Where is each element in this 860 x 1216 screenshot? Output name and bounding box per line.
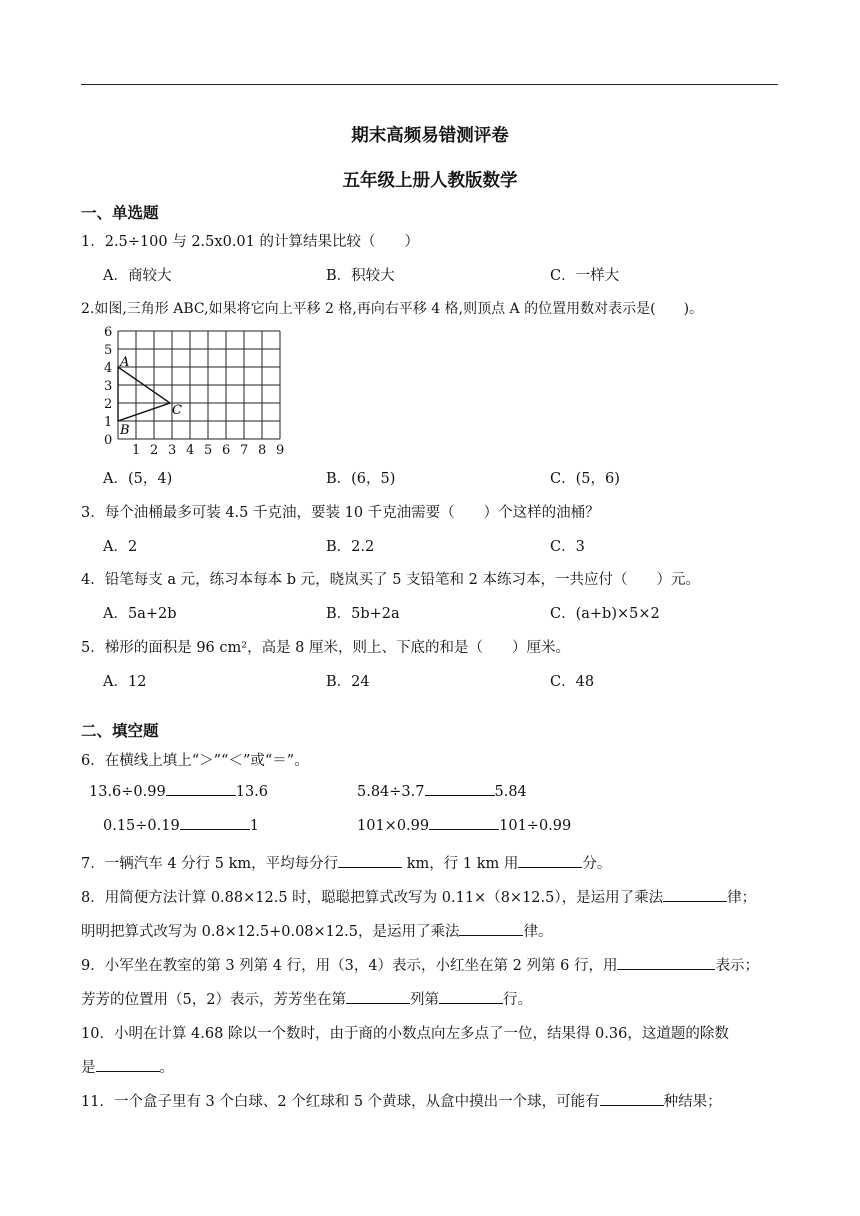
y-axis-tick-label: 4: [104, 361, 113, 376]
question-6-text: 6．在横线上填上“＞”“＜”或“＝”。: [81, 753, 309, 769]
question-7-part-3: 分。: [582, 856, 612, 872]
question-9-line-2: [81, 988, 532, 1009]
question-2-option-a: A．(5，4): [103, 471, 173, 487]
question-9-part-1: 9．小军坐在教室的第 3 列第 4 行，用（3，4）表示，小红坐在第 2 列第 6 行，用: [81, 958, 618, 974]
question-9-line-1: [81, 954, 759, 975]
question-3-option-b: B．2.2: [326, 539, 375, 555]
x-axis-tick-label: 2: [150, 443, 159, 456]
question-2-option-c: C．(5，6): [550, 471, 620, 487]
section-heading-single-choice: 一、单选题: [81, 203, 159, 222]
expression-2-right: 5.84: [494, 784, 527, 800]
page-title: 期末高频易错测评卷: [351, 126, 509, 146]
coordinate-grid-figure: [100, 326, 290, 456]
question-5-option-a: A．12: [103, 674, 147, 690]
question-6-expression-4: [357, 818, 571, 834]
question-7-text: [81, 852, 611, 873]
question-10-line-1: 10．小明在计算 4.68 除以一个数时，由于商的小数点向左多点了一位，结果得 0.36，这道题的除数: [81, 1026, 729, 1042]
answer-blank[interactable]: [425, 794, 495, 796]
question-8-part-3: 明明把算式改写为 0.8×12.5+0.08×12.5，是运用了乘法: [81, 924, 460, 940]
question-5-text: 5．梯形的面积是 96 cm²，高是 8 厘米，则上、下底的和是（ ）厘米。: [81, 640, 571, 656]
section-heading-fill-blank: 二、填空题: [81, 721, 159, 740]
question-3-text: 3．每个油桶最多可装 4.5 千克油，要装 10 千克油需要（ ）个这样的油桶？: [81, 505, 600, 521]
question-2-text: 2.如图,三角形 ABC,如果将它向上平移 2 格,再向右平移 4 格,则顶点 A 的位置用数对表示是( )。: [81, 301, 704, 317]
question-8-part-1: 8．用简便方法计算 0.88×12.5 时，聪聪把算式改写为 0.11×（8×12.5），是运用了乘法: [81, 890, 664, 906]
x-axis-tick-label: 1: [132, 443, 141, 456]
x-axis-tick-label: 8: [258, 443, 267, 456]
question-6-expression-3: [103, 818, 259, 834]
question-11-part-1: 11．一个盒子里有 3 个白球、2 个红球和 5 个黄球，从盒中摸出一个球，可能有: [81, 1094, 600, 1110]
y-axis-tick-label: 5: [104, 343, 113, 358]
triangle-abc: [118, 367, 170, 421]
expression-4-right: 101÷0.99: [499, 818, 572, 834]
question-1-option-b: B．积较大: [326, 268, 395, 284]
answer-blank[interactable]: [600, 1104, 664, 1106]
question-8-line-2: [81, 920, 552, 941]
question-9-part-2: 表示；: [715, 958, 759, 974]
question-11-part-2: 种结果；: [663, 1094, 722, 1110]
answer-blank[interactable]: [518, 866, 582, 868]
question-8-part-2: 律；: [727, 890, 757, 906]
question-8-part-4: 律。: [523, 924, 553, 940]
y-axis-tick-label: 6: [104, 326, 113, 340]
answer-blank[interactable]: [617, 968, 715, 970]
answer-blank[interactable]: [338, 866, 402, 868]
answer-blank[interactable]: [663, 900, 727, 902]
expression-2-left: 5.84÷3.7: [357, 784, 425, 800]
question-8-line-1: [81, 886, 756, 907]
question-5-option-b: B．24: [326, 674, 370, 690]
point-a-label: A: [120, 355, 130, 370]
y-axis-tick-label: 3: [104, 379, 113, 394]
grid-svg: [100, 326, 290, 456]
question-4-option-a: A．5a+2b: [103, 606, 177, 622]
x-axis-tick-label: 7: [240, 443, 249, 456]
answer-blank[interactable]: [439, 1002, 503, 1004]
header-rule: [81, 84, 778, 85]
x-axis-tick-label: 3: [168, 443, 177, 456]
page-subtitle: 五年级上册人教版数学: [342, 171, 518, 191]
x-axis-tick-label: 5: [204, 443, 213, 456]
y-axis-tick-label: 0: [104, 433, 113, 448]
question-5-option-c: C．48: [550, 674, 595, 690]
question-4-option-b: B．5b+2a: [326, 606, 400, 622]
question-10-line-2: [81, 1056, 174, 1077]
question-1-option-a: A．商较大: [103, 268, 172, 284]
answer-blank[interactable]: [429, 828, 499, 830]
question-2-option-b: B．(6，5): [326, 471, 396, 487]
answer-blank[interactable]: [180, 828, 250, 830]
x-axis-tick-label: 4: [186, 443, 195, 456]
y-axis-tick-label: 1: [104, 415, 113, 430]
question-3-option-a: A．2: [103, 539, 138, 555]
question-6-expression-2: [357, 784, 527, 800]
question-9-part-4: 列第: [409, 992, 439, 1008]
point-c-label: C: [172, 403, 182, 418]
answer-blank[interactable]: [96, 1070, 160, 1072]
expression-3-left: 0.15÷0.19: [103, 818, 180, 834]
question-9-part-3: 芳芳的位置用（5，2）表示，芳芳坐在第: [81, 992, 346, 1008]
question-11-text: [81, 1090, 722, 1111]
expression-1-left: 13.6÷0.99: [89, 784, 166, 800]
answer-blank[interactable]: [346, 1002, 410, 1004]
question-6-expression-1: [89, 784, 268, 800]
question-3-option-c: C．3: [550, 539, 585, 555]
expression-1-right: 13.6: [235, 784, 269, 800]
question-4-option-c: C．(a+b)×5×2: [550, 606, 660, 622]
point-b-label: B: [120, 423, 130, 438]
answer-blank[interactable]: [459, 934, 523, 936]
question-1-text: 1．2.5÷100 与 2.5x0.01 的计算结果比较（ ）: [81, 234, 419, 250]
question-10-part-1: 是: [81, 1060, 96, 1076]
question-9-part-5: 行。: [502, 992, 532, 1008]
x-axis-tick-label: 9: [276, 443, 285, 456]
question-7-part-1: 7．一辆汽车 4 分行 5 km，平均每分行: [81, 856, 339, 872]
question-4-text: 4．铅笔每支 a 元，练习本每本 b 元，晓岚买了 5 支铅笔和 2 本练习本，一共应付（ ）元。: [81, 572, 700, 588]
question-10-part-2: 。: [159, 1060, 174, 1076]
expression-3-right: 1: [249, 818, 259, 834]
expression-4-left: 101×0.99: [357, 818, 430, 834]
answer-blank[interactable]: [166, 794, 236, 796]
y-axis-tick-label: 2: [104, 397, 113, 412]
question-7-part-2: km，行 1 km 用: [402, 856, 519, 872]
x-axis-tick-label: 6: [222, 443, 231, 456]
question-1-option-c: C．一样大: [550, 268, 620, 284]
